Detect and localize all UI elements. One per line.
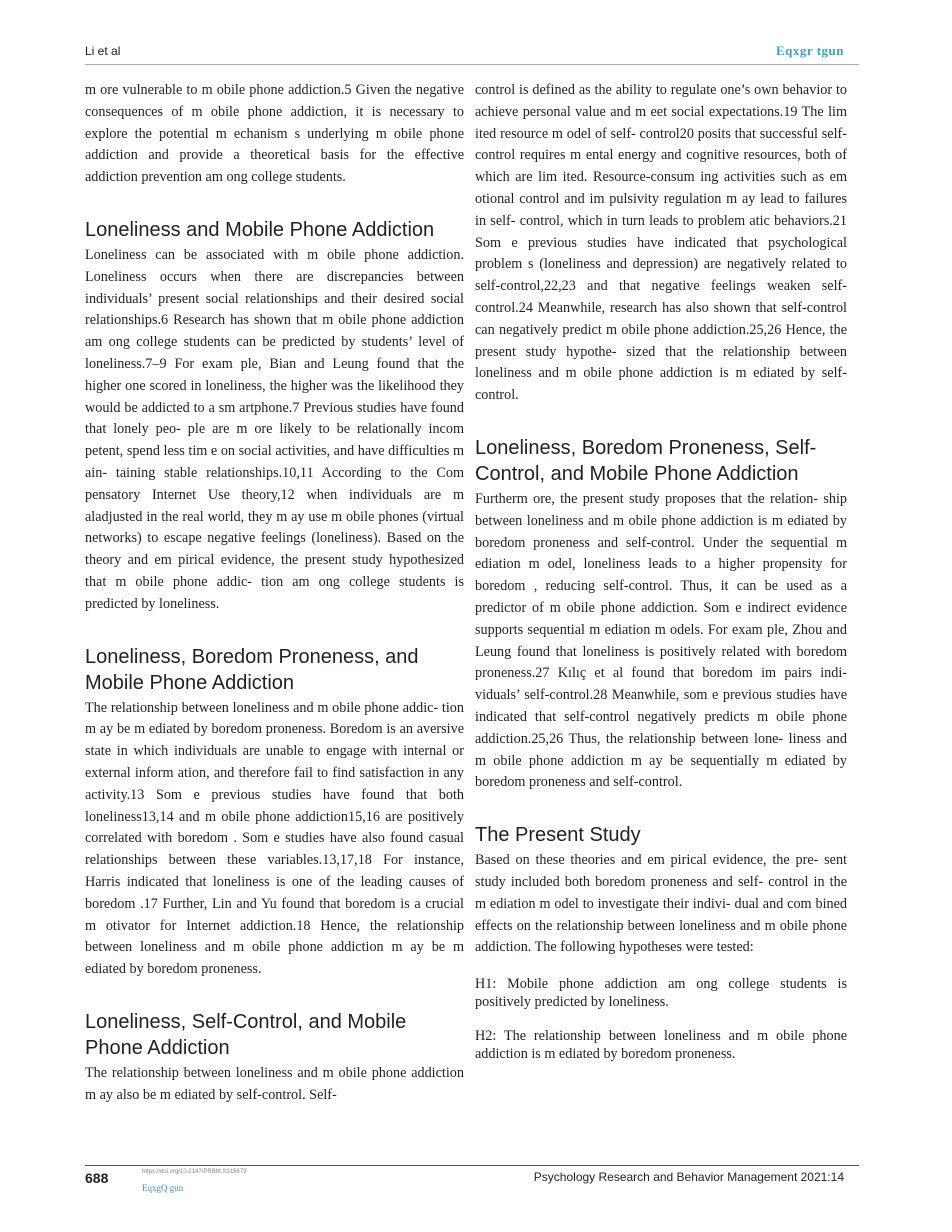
section-heading: The Present Study: [475, 824, 641, 847]
journal-citation: Psychology Research and Behavior Management 2021:14: [533, 1170, 844, 1184]
publisher-logo[interactable]: Eqxgr tgun: [776, 43, 844, 58]
running-header-author: Li et al: [85, 44, 121, 58]
paragraph: control is defined as the ability to regulate one’s own behavior to achieve personal value and m eet social expectations.19 The lim ited resource m odel of self- control20 posits that successful self-control requires m ental energy and cognitive resources, both of which are lim ited. Resource-consum ing activities such as em otional control and im pulsivity regulation m ay lead to failures in self- control, which in turn leads to problem atic behaviors.21 Som e previous studies have indicated that psychological problem s (loneliness and depression) are negatively related to self-control,22,23 and that negative feelings weaken self-control.24 Meanwhile, research has also shown that self-control can negatively predict m obile phone addiction.25,26 Hence, the present study hypothe- sized that the relationship between loneliness and m obile phone addiction is m ediated by self-control.: [475, 82, 847, 404]
footer-publisher-logo[interactable]: EqxgQ gun: [142, 1183, 184, 1193]
paragraph: Furtherm ore, the present study proposes that the relation- ship between loneliness and m obile phone addiction is m ediated by boredom proneness and self-control. Under the sequential m ediation m odel, loneliness leads to a higher propensity for boredom , reducing self-control. Thus, it can be used as a predictor of m obile phone addiction. Som e indirect evidence supports sequential m ediation m odels. For exam ple, Zhou and Leung found that loneliness is positively related with boredom proneness.27 Kılıç et al found that boredom im pairs indi- viduals’ self-control.28 Meanwhile, som e previous studies have indicated that self-control negatively predicts m obile phone addiction.25,26 Thus, the relationship between lone- liness and m obile phone addiction m ay be sequentially m ediated by boredom proneness and self-control.: [475, 490, 847, 791]
page-number: 688: [85, 1170, 109, 1186]
paragraph: Based on these theories and em pirical evidence, the pre- sent study included both boredom proneness and self- control in the m ediation m odel to investigate their indivi- dual and com bined effects on the relationship between loneliness and m obile phone addiction. The following hypotheses were tested:: [475, 852, 847, 956]
section-heading: Loneliness, Boredom Proneness, Self-Control, and Mobile Phone Addiction: [475, 436, 817, 485]
header-divider: [85, 64, 859, 65]
section-heading: Loneliness and Mobile Phone Addiction: [85, 218, 435, 241]
left-column: [85, 80, 464, 1106]
hypothesis: H2: The relationship between loneliness and m obile phone addiction is m ediated by boredom proneness.: [475, 1028, 847, 1063]
doi-link[interactable]: https://doi.org/10.2147/PRBM.S315879: [142, 1169, 247, 1175]
footer-divider: [85, 1165, 859, 1166]
section-heading: Loneliness, Boredom Proneness, and Mobile Phone Addiction: [85, 645, 419, 694]
paragraph: The relationship between loneliness and m obile phone addiction m ay also be m ediated by self-control. Self-: [85, 1064, 464, 1103]
right-column: [475, 80, 847, 1063]
hypothesis: H1: Mobile phone addiction am ong college students is positively predicted by loneliness.: [475, 976, 847, 1011]
paragraph: Loneliness can be associated with m obile phone addiction. Loneliness occurs when there are discrepancies between individuals’ present social relationships and their desired social relationships.6 Research has shown that m obile phone addiction am ong college students can be predicted by students’ level of loneliness.7–9 For exam ple, Bian and Leung found that the higher one scored in loneliness, the higher was the likelihood they would be addicted to a sm artphone.7 Previous studies have found that lonely peo- ple are m ore likely to be relationally incom petent, spend less tim e on social activities, and have difficulties m ain- taining stable relationships.10,11 According to the Com pensatory Internet Use theory,12 when individuals are m aladjusted in the real world, they m ay use m obile phones (virtual networks) to escape negative feelings (loneliness). Based on the theory and em pirical evidence, the present study hypothesized that m obile phone addic- tion am ong college students is predicted by loneliness.: [85, 246, 464, 612]
paragraph: The relationship between loneliness and m obile phone addic- tion m ay be m ediated by boredom proneness. Boredom is an aversive state in which individuals are unable to engage with internal or external inform ation, and therefore fail to find satisfaction in any activity.13 Som e previous studies have found that both loneliness13,14 and m obile phone addiction15,16 are positively correlated with boredom . Som e studies have also found casual relationships between these variables.13,17,18 For instance, Harris indicated that loneliness is one of the leading causes of boredom .17 Further, Lin and Yu found that boredom is a crucial m otivator for Internet addiction.18 Hence, the relationship between loneliness and m obile phone addiction m ay be m ediated by boredom proneness.: [85, 699, 464, 978]
paragraph: m ore vulnerable to m obile phone addiction.5 Given the negative consequences of m obile phone addiction, it is necessary to explore the potential m echanism s underlying m obile phone addiction and provide a theoretical basis for the effective addiction prevention am ong college students.: [85, 82, 464, 186]
section-heading: Loneliness, Self-Control, and Mobile Phone Addiction: [85, 1010, 407, 1059]
